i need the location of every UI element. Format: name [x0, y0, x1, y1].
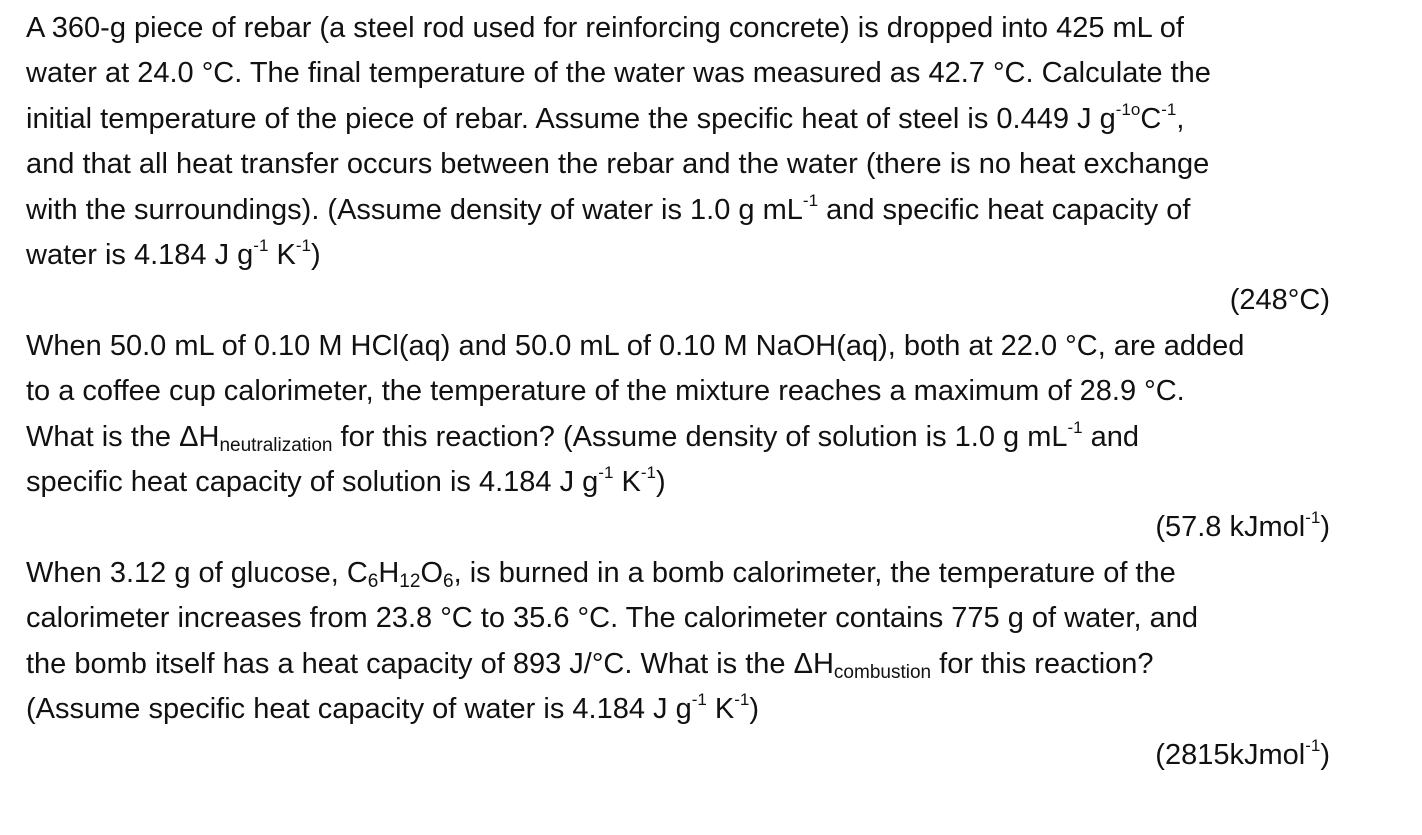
problem-1-line-5-text: with the surroundings). (Assume density of water is 1.0 g mL	[26, 193, 803, 226]
answer-value: (57.8 kJmol	[1155, 511, 1306, 544]
problem-3-line-3-end: for this reaction?	[931, 647, 1154, 680]
punctuation: )	[310, 239, 321, 272]
punctuation: )	[1320, 511, 1330, 544]
problem-1-line-6-text: water is 4.184 J g	[26, 239, 254, 272]
problem-3-line-1-text: When 3.12 g of glucose, C	[26, 556, 368, 589]
problem-3-line-3	[26, 642, 1330, 687]
unit-exponent: -1	[802, 190, 819, 210]
unit-exponent: -1	[253, 236, 269, 256]
unit-exponent: -1	[691, 690, 707, 710]
unit-exponent: -1	[1305, 508, 1321, 528]
problem-3-line-3-text: the bomb itself has a heat capacity of 893 J/°C. What is the ΔH	[26, 647, 834, 680]
subscript-neutralization: neutralization	[219, 434, 333, 456]
problem-2-line-3-text: What is the ΔH	[26, 420, 220, 453]
problem-1-line-5-end: and specific heat capacity of	[818, 193, 1191, 226]
unit-exponent: -1	[1161, 99, 1177, 119]
problem-1-line-6	[26, 233, 1330, 278]
problem-2-line-3-mid: for this reaction? (Assume density of solution is 1.0 g mL	[332, 420, 1068, 453]
problem-1-answer: (248°C)	[1229, 284, 1330, 317]
unit-exponent: -1o	[1115, 99, 1141, 119]
problem-3-text	[26, 551, 1330, 733]
problem-3-line-4-text: (Assume specific heat capacity of water is 4.184 J g	[26, 693, 692, 726]
punctuation: )	[1320, 738, 1330, 771]
problem-1-line-4: and that all heat transfer occurs between the rebar and the water (there is no heat exchange	[26, 148, 1210, 181]
problem-2-line-4-text: specific heat capacity of solution is 4.184 J g	[26, 466, 599, 499]
problem-2-line-3-end: and	[1082, 420, 1140, 453]
punctuation: )	[749, 693, 760, 726]
problem-3-line-1	[26, 551, 1330, 596]
answer-value: (2815kJmol	[1155, 738, 1306, 771]
unit-exponent: -1	[1067, 417, 1083, 437]
formula-subscript: 12	[399, 570, 421, 592]
problem-1-line-3-text: initial temperature of the piece of rebar. Assume the specific heat of steel is 0.449 J g	[26, 102, 1116, 135]
unit-kelvin: K	[613, 466, 641, 499]
unit-exponent: -1	[598, 463, 614, 483]
problem-3-answer	[26, 733, 1330, 778]
problem-1-text	[26, 6, 1330, 278]
problem-2-line-3	[26, 415, 1330, 460]
punctuation: ,	[1176, 102, 1185, 135]
problem-1-line-1: A 360-g piece of rebar (a steel rod used for reinforcing concrete) is dropped into 425 mL of	[26, 12, 1184, 44]
unit-exponent: -1	[640, 463, 656, 483]
unit-exponent: -1	[295, 236, 311, 256]
problem-1-line-3	[26, 97, 1330, 142]
problem-2-line-2: to a coffee cup calorimeter, the temperature of the mixture reaches a maximum of 28.9 °C.	[26, 375, 1185, 408]
problem-1-line-5	[26, 188, 1330, 233]
unit-exponent: -1	[1305, 735, 1321, 755]
problem-3-line-4	[26, 687, 1330, 732]
problem-2-line-1: When 50.0 mL of 0.10 M HCl(aq) and 50.0 mL of 0.10 M NaOH(aq), both at 22.0 °C, are added	[26, 329, 1245, 362]
problem-2-answer	[26, 505, 1330, 550]
formula-subscript: 6	[367, 570, 379, 592]
problem-3-line-2: calorimeter increases from 23.8 °C to 35.6 °C. The calorimeter contains 775 g of water, and	[26, 602, 1198, 635]
problem-2-text	[26, 324, 1330, 506]
problem-3-line-1-end: , is burned in a bomb calorimeter, the temperature of the	[453, 556, 1176, 589]
unit-exponent: -1	[734, 690, 750, 710]
formula-subscript: 6	[443, 570, 454, 592]
subscript-combustion: combustion	[833, 661, 932, 683]
problem-2-line-4	[26, 460, 1330, 505]
punctuation: )	[655, 466, 666, 499]
document-body	[26, 6, 1330, 778]
unit-kelvin: K	[706, 693, 735, 726]
unit-celsius: C	[1140, 102, 1162, 135]
unit-kelvin: K	[268, 239, 296, 272]
formula-element: H	[378, 556, 400, 589]
formula-element: O	[420, 556, 443, 589]
problem-1-line-2: water at 24.0 °C. The final temperature of the water was measured as 42.7 °C. Calculate the	[26, 57, 1211, 90]
